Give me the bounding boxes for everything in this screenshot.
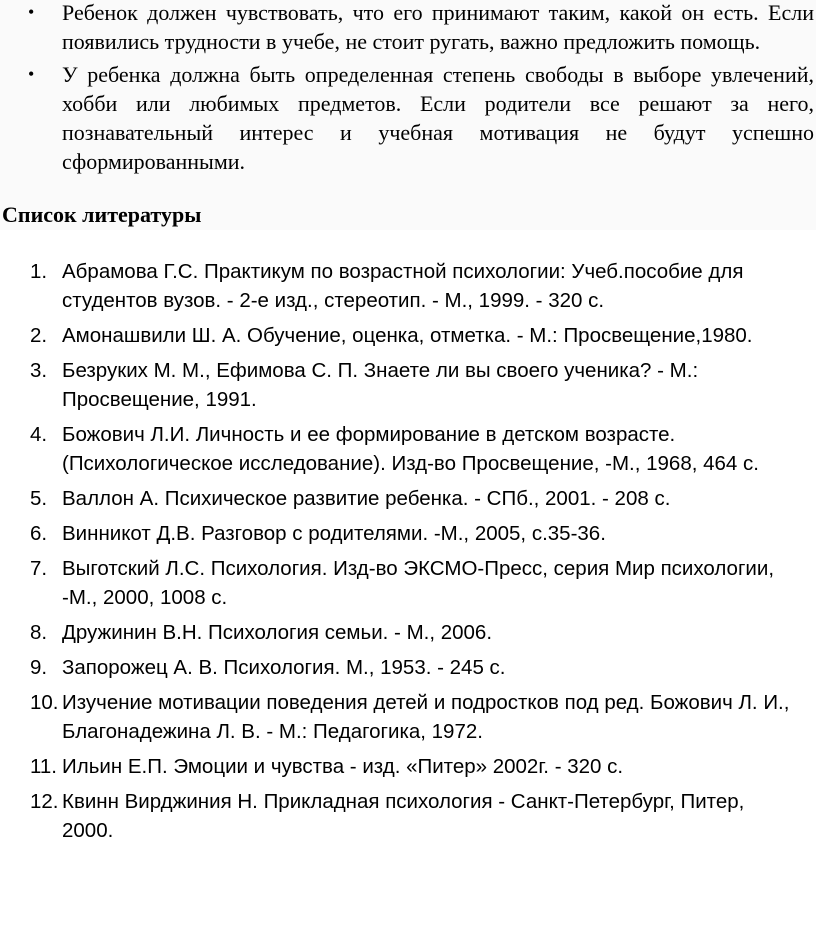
item-number: 11.: [30, 755, 57, 778]
list-item: [0, 653, 816, 682]
item-text: Валлон А. Психическое развитие ребенка. - СПб., 2001. - 208 с.: [62, 487, 671, 510]
list-item: [0, 420, 816, 478]
item-text: Винникот Д.В. Разговор с родителями. -М., 2005, с.35-36.: [62, 522, 606, 545]
list-item: [0, 519, 816, 548]
item-number: 12.: [30, 790, 59, 813]
item-text: Абрамова Г.С. Практикум по возрастной психологии: Учеб.пособие для студентов вузов. - 2-е изд., стереотип. - М., 1999. - 320 с.: [62, 260, 744, 312]
item-text: Безруких М. М., Ефимова С. П. Знаете ли вы своего ученика? - М.: Просвещение, 1991.: [62, 359, 699, 411]
item-number: 4.: [30, 423, 48, 446]
bullet-text: Ребенок должен чувствовать, что его принимают таким, какой он есть. Если появились трудности в учебе, не стоит ругать, важно предложить помощь.: [62, 0, 814, 54]
list-item: [0, 688, 816, 746]
list-item: [0, 787, 816, 845]
item-text: Запорожец А. В. Психология. М., 1953. - 245 с.: [62, 656, 506, 679]
item-text: Дружинин В.Н. Психология семьи. - М., 2006.: [62, 621, 493, 644]
list-item: [0, 554, 816, 612]
item-number: 10.: [30, 691, 59, 714]
item-number: 3.: [30, 359, 48, 382]
item-number: 5.: [30, 487, 48, 510]
item-text: Выготский Л.С. Психология. Изд-во ЭКСМО-Пресс, серия Мир психологии, -М., 2000, 1008 с.: [62, 557, 775, 609]
item-number: 7.: [30, 557, 48, 580]
item-number: 2.: [30, 324, 48, 347]
list-item: [0, 752, 816, 781]
list-item: [0, 484, 816, 513]
list-item: [0, 356, 816, 414]
item-text: Изучение мотивации поведения детей и подростков под ред. Божович Л. И., Благонадежина Л. В. - М.: Педагогика, 1972.: [62, 691, 790, 743]
item-text: Ильин Е.П. Эмоции и чувства - изд. «Питер» 2002г. - 320 с.: [62, 755, 624, 778]
item-number: 6.: [30, 522, 48, 545]
item-number: 8.: [30, 621, 48, 644]
item-number: 9.: [30, 656, 48, 679]
bullet-list: [0, 0, 816, 180]
item-text: Божович Л.И. Личность и ее формирование в детском возрасте. (Психологическое исследование). Изд-во Просвещение, -М., 1968, 464 с.: [62, 423, 759, 475]
bullet-item: [0, 0, 816, 56]
bullet-icon: •: [28, 64, 35, 84]
bullet-item: [0, 60, 816, 176]
literature-heading: Список литературы: [2, 202, 202, 227]
item-text: Амонашвили Ш. А. Обучение, оценка, отметка. - М.: Просвещение,1980.: [62, 324, 753, 347]
list-item: [0, 618, 816, 647]
list-item: [0, 257, 816, 315]
item-text: Квинн Вирджиния Н. Прикладная психология - Санкт-Петербург, Питер, 2000.: [62, 790, 745, 842]
bullet-text: У ребенка должна быть определенная степень свободы в выборе увлечений, хобби или любимых предметов. Если родители все решают за него, познавательный интерес и учебная мотивация не будут успешно сформированными.: [62, 62, 814, 174]
list-item: [0, 321, 816, 350]
bullet-icon: •: [28, 2, 35, 22]
literature-list: [0, 257, 816, 851]
item-number: 1.: [30, 260, 48, 283]
